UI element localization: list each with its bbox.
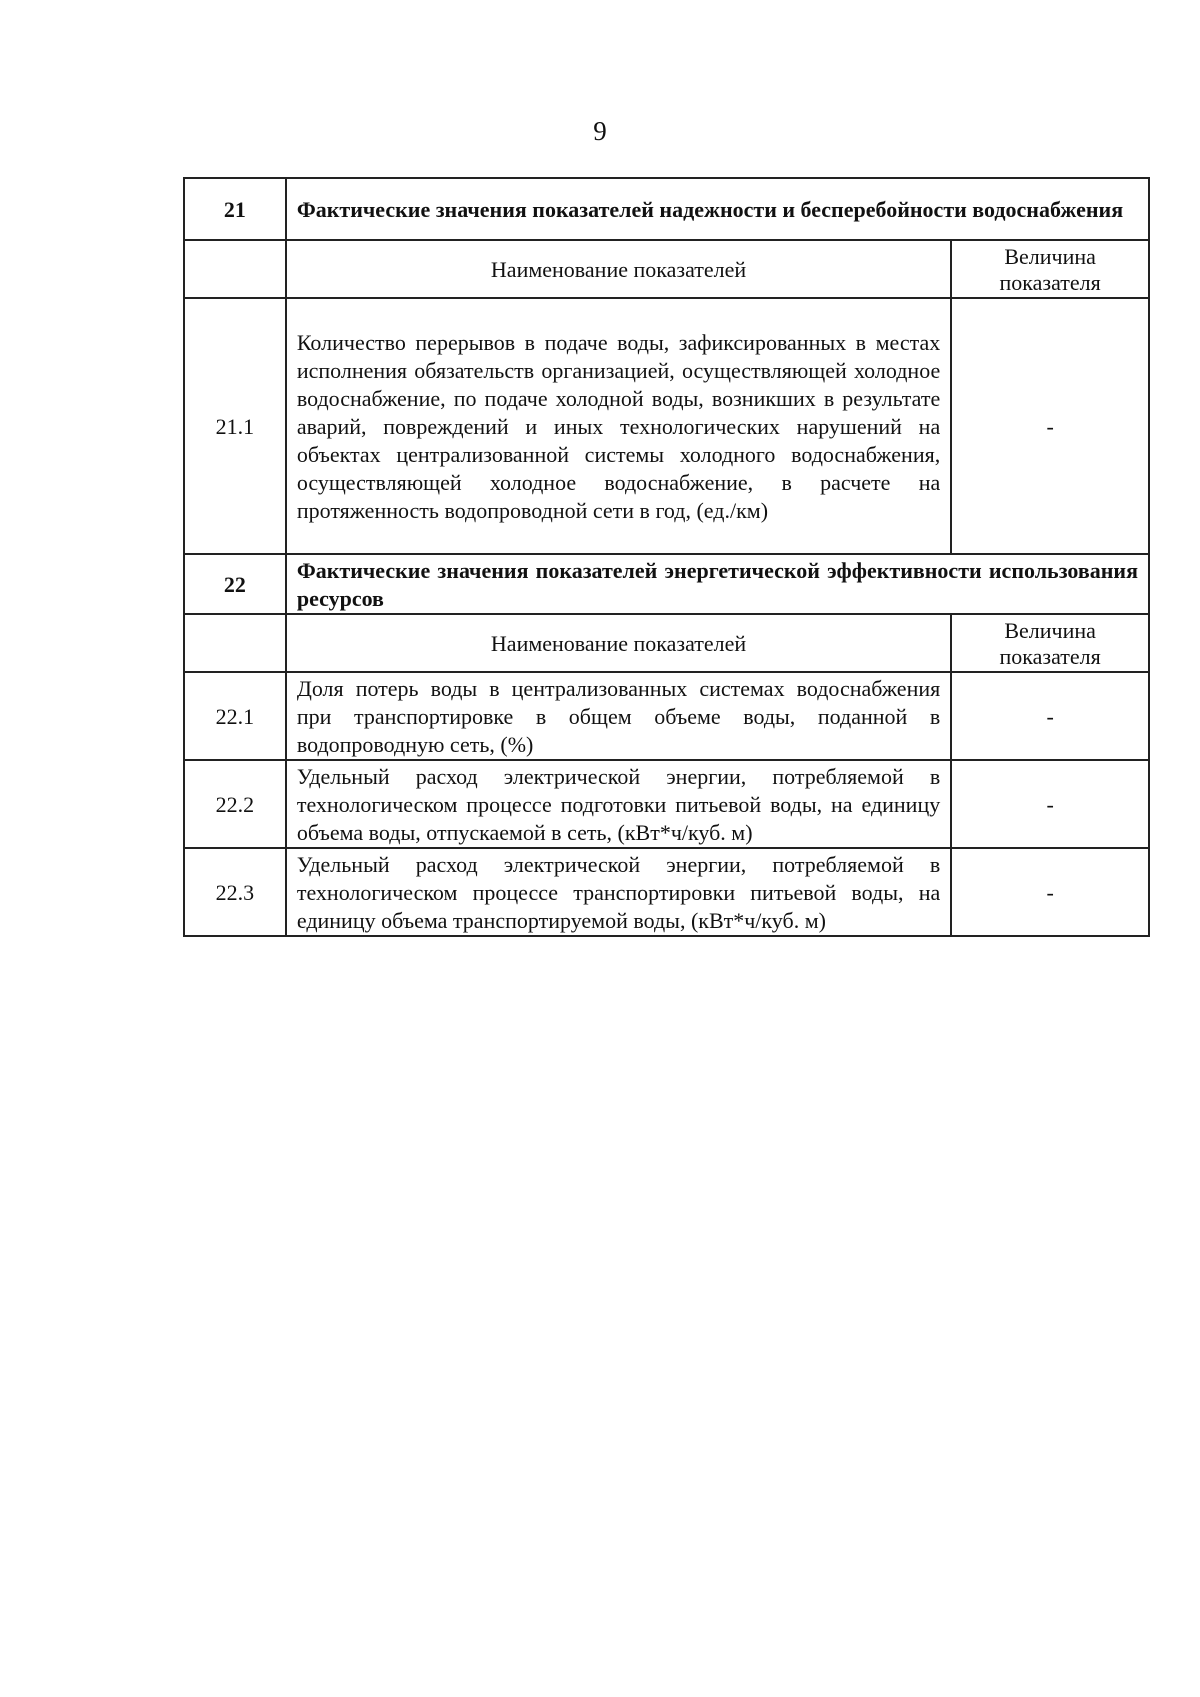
indicator-name-header: Наименование показателей xyxy=(286,614,951,672)
row-description: Удельный расход электрической энергии, потребляемой в технологическом процессе подготовки питьевой воды, на единицу объема воды, отпускаемой в сеть, (кВт*ч/куб. м) xyxy=(286,760,951,848)
section-number: 21 xyxy=(184,178,286,240)
table-row xyxy=(184,760,1149,848)
row-value: - xyxy=(951,672,1149,760)
section-title: Фактические значения показателей надежности и бесперебойности водоснабжения xyxy=(286,178,1149,240)
indicator-name-header: Наименование показателей xyxy=(286,240,951,298)
row-number: 21.1 xyxy=(184,298,286,554)
section-header-row xyxy=(184,178,1149,240)
table-row xyxy=(184,672,1149,760)
indicator-value-header: Величина показателя xyxy=(951,240,1149,298)
row-description: Удельный расход электрической энергии, потребляемой в технологическом процессе транспортировки питьевой воды, на единицу объема транспортируемой воды, (кВт*ч/куб. м) xyxy=(286,848,951,936)
column-header-row xyxy=(184,240,1149,298)
row-number: 22.2 xyxy=(184,760,286,848)
row-value: - xyxy=(951,298,1149,554)
section-number: 22 xyxy=(184,554,286,614)
section-title: Фактические значения показателей энергетической эффективности использования ресурсов xyxy=(286,554,1149,614)
empty-cell xyxy=(184,614,286,672)
row-value: - xyxy=(951,848,1149,936)
table-row xyxy=(184,848,1149,936)
row-description: Доля потерь воды в централизованных системах водоснабжения при транспортировке в общем объеме воды, поданной в водопроводную сеть, (%) xyxy=(286,672,951,760)
empty-cell xyxy=(184,240,286,298)
indicators-table xyxy=(183,177,1150,937)
row-number: 22.3 xyxy=(184,848,286,936)
column-header-row xyxy=(184,614,1149,672)
row-value: - xyxy=(951,760,1149,848)
indicator-value-header: Величина показателя xyxy=(951,614,1149,672)
page-number: 9 xyxy=(593,116,607,146)
table-row xyxy=(184,298,1149,554)
section-header-row xyxy=(184,554,1149,614)
row-description: Количество перерывов в подаче воды, зафиксированных в местах исполнения обязательств организацией, осуществляющей холодное водоснабжение, по подаче холодной воды, возникших в результате аварий, повреждений и иных технологических нарушений на объектах централизованной системы холодного водоснабжения, осуществляющей холодное водоснабжение, в расчете на протяженность водопроводной сети в год, (ед./км) xyxy=(286,298,951,554)
row-number: 22.1 xyxy=(184,672,286,760)
